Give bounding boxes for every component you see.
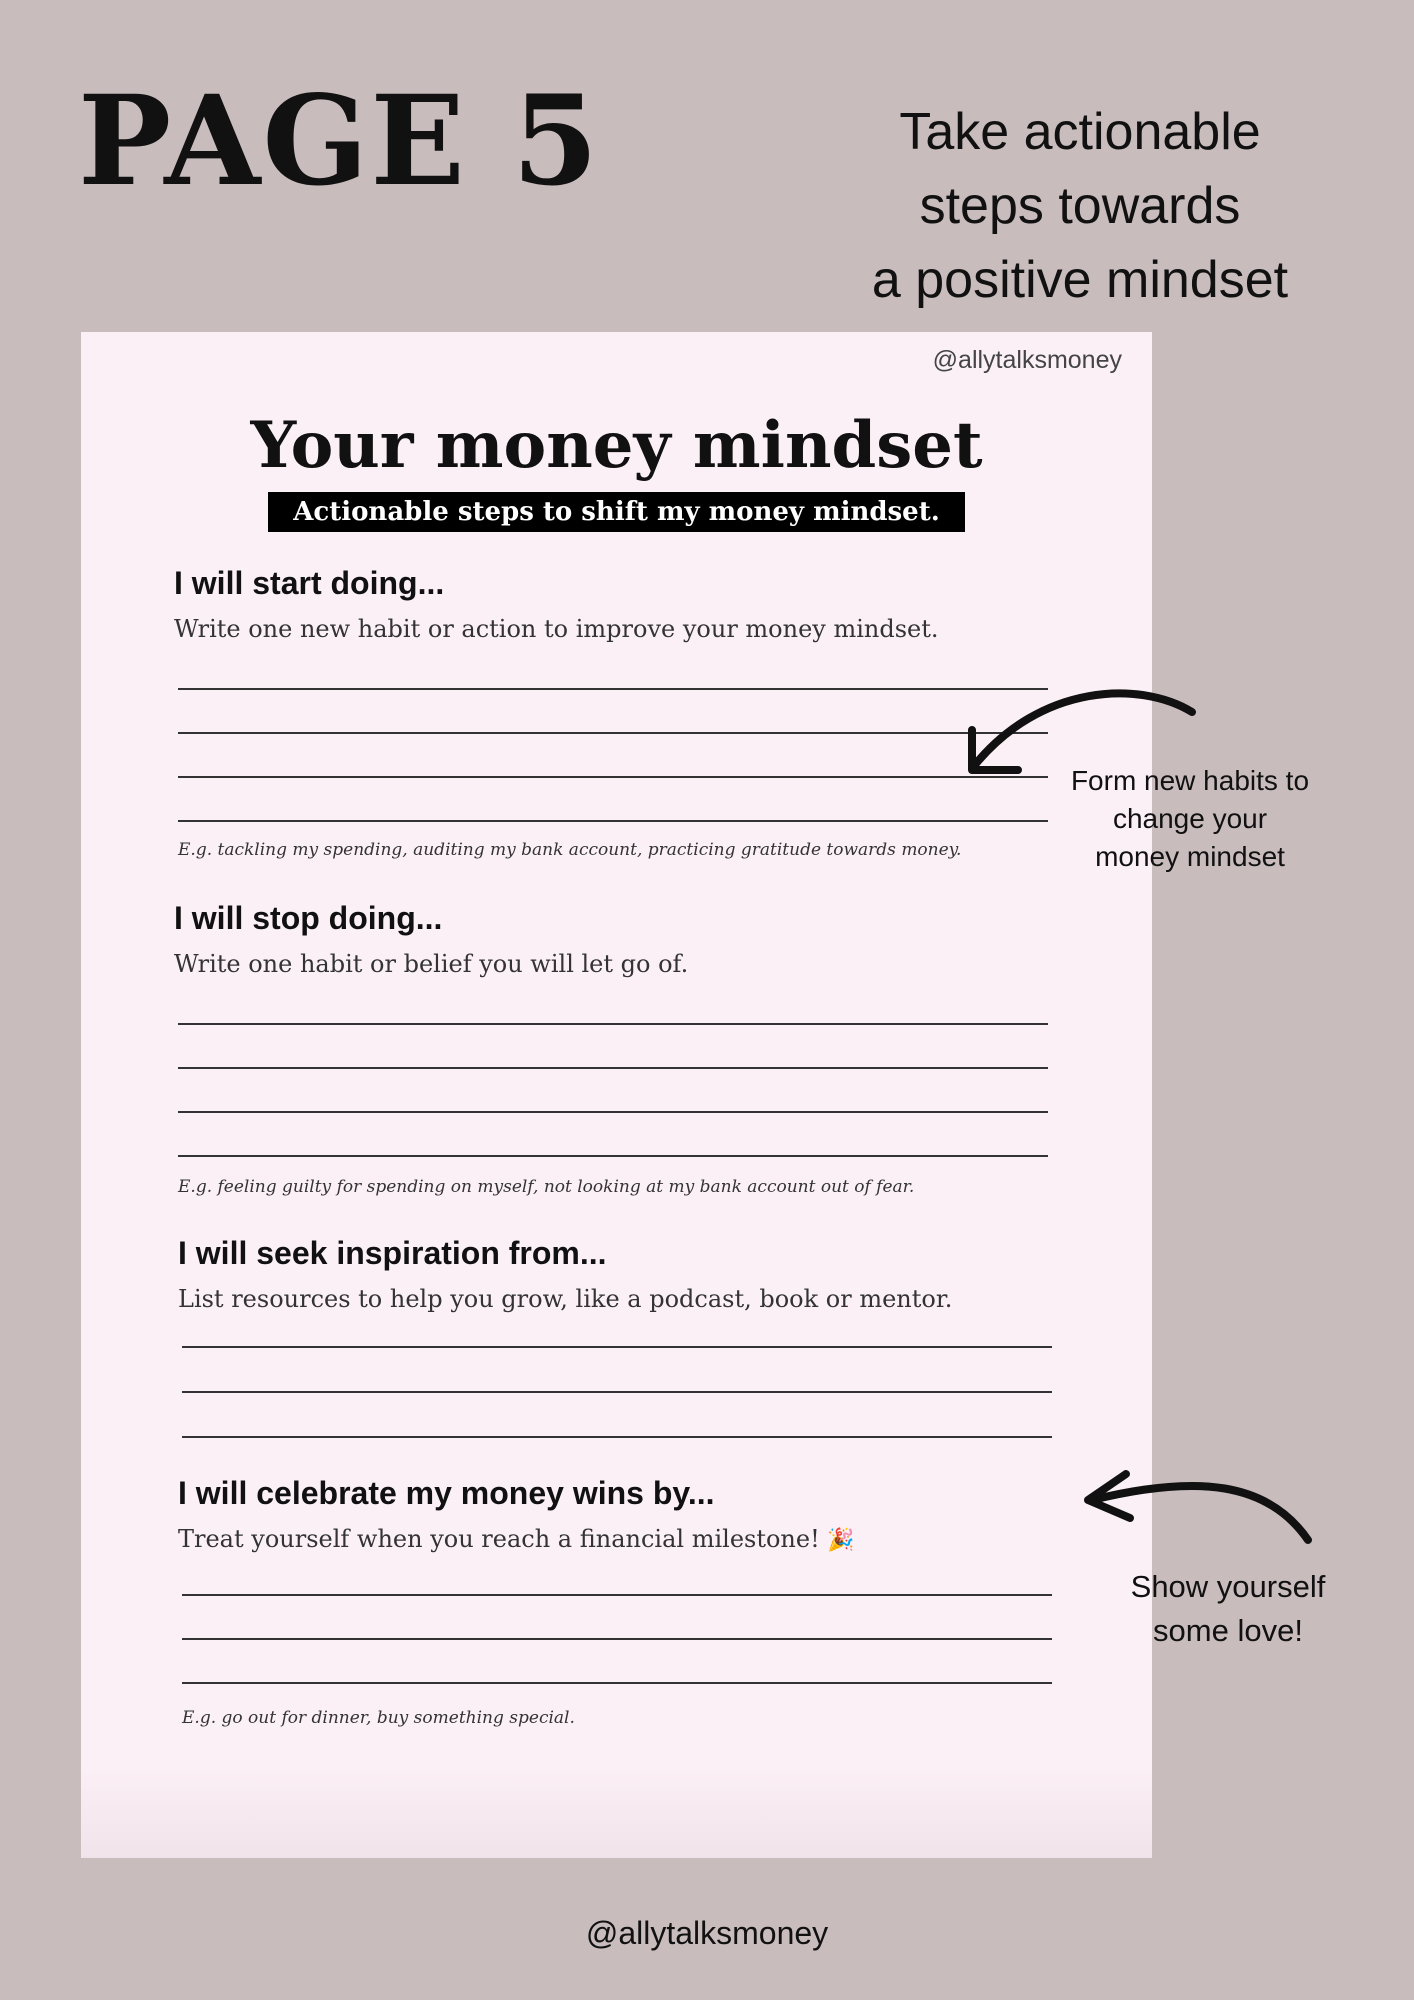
party-popper-icon: 🎉: [827, 1528, 855, 1553]
tagline-line-1: Take actionable: [899, 103, 1261, 161]
writing-line[interactable]: [178, 776, 1048, 778]
writing-line[interactable]: [178, 820, 1048, 822]
section-example: E.g. go out for dinner, buy something special.: [182, 1708, 575, 1728]
habits-note-line-2: change your: [1112, 803, 1268, 834]
writing-line[interactable]: [178, 732, 1048, 734]
writing-line[interactable]: [182, 1594, 1052, 1596]
writing-line[interactable]: [178, 1155, 1048, 1157]
love-note-line-2: some love!: [1153, 1613, 1303, 1648]
section-stop-doing: [174, 897, 1064, 981]
section-start-doing: [174, 562, 1064, 646]
sheet-handle: @allytalksmoney: [932, 346, 1122, 374]
section-description: List resources to help you grow, like a podcast, book or mentor.: [178, 1285, 953, 1313]
section-example: E.g. feeling guilty for spending on myself, not looking at my bank account out of fear.: [178, 1177, 915, 1197]
section-heading: I will stop doing...: [174, 900, 443, 936]
writing-line[interactable]: [178, 1023, 1048, 1025]
writing-line[interactable]: [178, 1111, 1048, 1113]
tagline: [790, 95, 1370, 317]
writing-line[interactable]: [182, 1391, 1052, 1393]
habits-note-line-1: Form new habits to: [1070, 765, 1310, 796]
section-description: [178, 1522, 1068, 1556]
love-note: [1088, 1565, 1368, 1653]
section-heading: I will celebrate my money wins by...: [178, 1475, 715, 1511]
love-note-line-1: Show yourself: [1130, 1569, 1326, 1604]
tagline-line-3: a positive mindset: [871, 251, 1289, 309]
section-description-text: Treat yourself when you reach a financial milestone!: [178, 1525, 820, 1553]
footer-handle: @allytalksmoney: [585, 1915, 829, 1951]
section-heading: I will start doing...: [174, 565, 445, 601]
writing-line[interactable]: [178, 688, 1048, 690]
section-example: E.g. tackling my spending, auditing my bank account, practicing gratitude towards money.: [178, 840, 962, 860]
curved-arrow-icon: [1078, 1462, 1318, 1572]
habits-note: [1040, 762, 1340, 876]
tagline-line-2: steps towards: [919, 177, 1241, 235]
section-celebrate-wins: [178, 1472, 1068, 1556]
writing-line[interactable]: [182, 1682, 1052, 1684]
sheet-title: Your money mindset: [250, 408, 983, 483]
writing-line[interactable]: [182, 1638, 1052, 1640]
writing-line[interactable]: [178, 1067, 1048, 1069]
habits-note-line-3: money mindset: [1095, 841, 1285, 872]
writing-line[interactable]: [182, 1436, 1052, 1438]
section-heading: I will seek inspiration from...: [178, 1235, 607, 1271]
section-description: Write one habit or belief you will let go of.: [174, 950, 689, 978]
writing-line[interactable]: [182, 1346, 1052, 1348]
section-description: Write one new habit or action to improve your money mindset.: [174, 615, 939, 643]
sheet-subtitle: Actionable steps to shift my money mindset.: [268, 492, 965, 532]
section-seek-inspiration: [178, 1232, 1068, 1316]
worksheet: [81, 332, 1152, 1858]
page-heading: PAGE 5: [78, 69, 601, 214]
